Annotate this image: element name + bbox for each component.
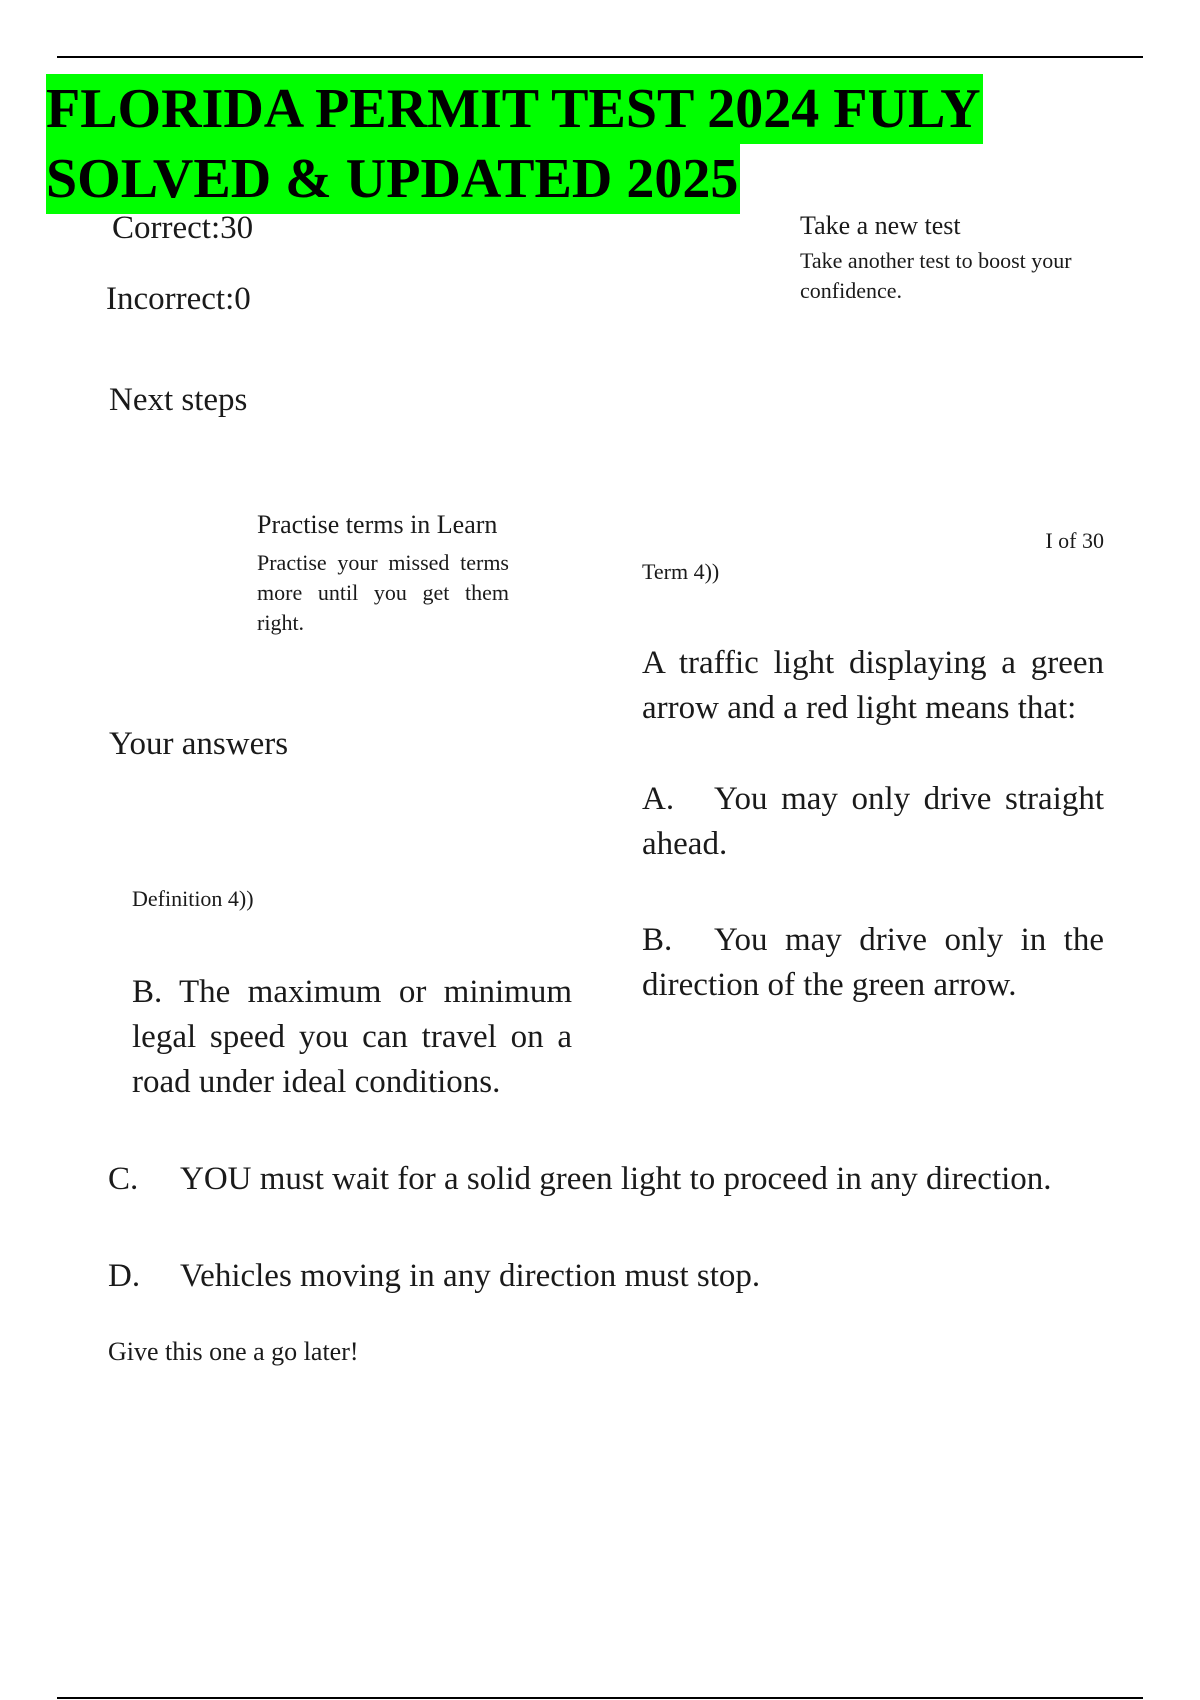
page-title <box>46 74 983 214</box>
question-counter: I of 30 <box>1045 528 1104 553</box>
option-b-text: You may drive only in the direction of the green arrow. <box>642 922 1104 1003</box>
term-label: Term 4)) <box>642 559 720 584</box>
option-a[interactable] <box>642 777 1104 867</box>
definition-text: B. The maximum or minimum legal speed you can travel on a road under ideal conditions. <box>132 974 572 1100</box>
option-b-letter: B. <box>642 922 673 958</box>
option-c-letter: C. <box>108 1161 139 1197</box>
title-line-2: SOLVED & UPDATED 2025 <box>46 144 740 214</box>
option-c[interactable] <box>108 1157 1052 1202</box>
next-steps-heading: Next steps <box>109 382 248 418</box>
learn-description: Practise your missed terms more until you get them right. <box>257 550 509 635</box>
incorrect-count: Incorrect:0 <box>106 281 251 317</box>
definition-label: Definition 4)) <box>132 886 254 911</box>
option-d-letter: D. <box>108 1258 141 1294</box>
title-line-1: FLORIDA PERMIT TEST 2024 FULY <box>46 74 983 144</box>
your-answers-heading: Your answers <box>109 726 289 762</box>
question-text: A traffic light displaying a green arrow and a red light means that: <box>642 645 1104 726</box>
option-b[interactable] <box>642 918 1104 1008</box>
option-a-text: You may only drive straight ahead. <box>642 781 1104 862</box>
correct-count: Correct:30 <box>112 210 254 246</box>
option-d[interactable] <box>108 1254 760 1299</box>
option-a-letter: A. <box>642 781 675 817</box>
learn-link[interactable]: Practise terms in Learn <box>257 510 498 539</box>
new-test-description: Take another test to boost your confidence. <box>800 248 1072 303</box>
new-test-link[interactable]: Take a new test <box>800 211 961 240</box>
bottom-rule <box>57 1697 1143 1699</box>
option-d-text: Vehicles moving in any direction must stop. <box>180 1258 761 1294</box>
retry-later-text: Give this one a go later! <box>108 1337 359 1366</box>
top-rule <box>57 56 1143 58</box>
option-c-text: YOU must wait for a solid green light to proceed in any direction. <box>180 1161 1052 1197</box>
